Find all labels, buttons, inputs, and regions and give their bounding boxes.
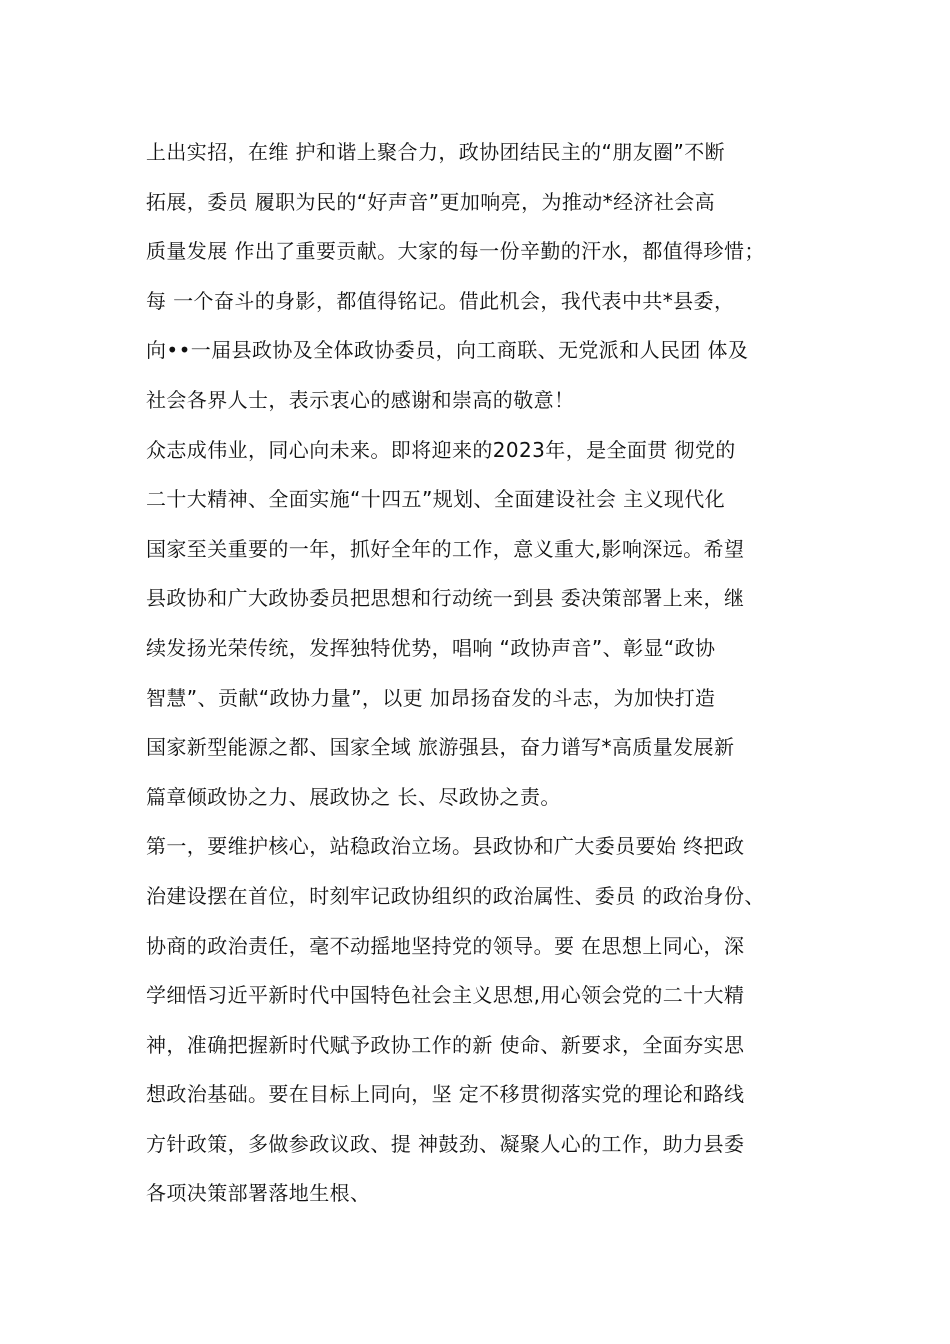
text-line: 国家新型能源之都、国家全域 旅游强县，奋力谱写*高质量发展新 [146,735,735,760]
text-line: 想政治基础。要在目标上同向，坚 定不移贯彻落实党的理论和路线 [146,1082,745,1107]
text-line: 智慧”、贡献“政协力量”，以更 加昂扬奋发的斗志，为加快打造 [146,685,716,710]
text-line: 上出实招，在维 护和谐上聚合力，政协团结民主的“朋友圈”不断 [146,140,726,164]
text-line: 拓展，委员 履职为民的“好声音”更加响亮，为推动*经济社会高 [146,189,716,214]
text-line: 神，准确把握新时代赋予政协工作的新 使命、新要求，全面夯实思 [146,1032,745,1057]
text-line: 学细悟习近平新时代中国特色社会主义思想,用心领会党的二十大精 [146,983,745,1008]
text-line: 协商的政治责任，毫不动摇地坚持党的领导。要 在思想上同心，深 [146,933,745,958]
text-line: 向••一届县政协及全体政协委员，向工商联、无党派和人民团 体及 [146,338,749,363]
text-line: 篇章倾政协之力、展政协之 长、尽政协之责。 [146,784,561,809]
text-line: 第一，要维护核心，站稳政治立场。县政协和广大委员要始 终把政 [146,834,745,859]
document-body [146,130,836,1221]
text-line: 社会各界人士，表示衷心的感谢和崇高的敬意！ [146,387,575,412]
text-line: 各项决策部署落地生根、 [146,1181,371,1206]
text-line: 方针政策，多做参政议政、提 神鼓劲、凝聚人心的工作，助力县委 [146,1131,745,1156]
text-line: 治建设摆在首位，时刻牢记政协组织的政治属性、委员 的政治身份、 [146,883,765,908]
text-line: 国家至关重要的一年，抓好全年的工作，意义重大,影响深远。希望 [146,536,745,561]
text-line: 每 一个奋斗的身影，都值得铭记。借此机会，我代表中共*县委， [146,288,735,313]
text-line: 质量发展 作出了重要贡献。大家的每一份辛勤的汗水，都值得珍惜； [146,239,765,264]
text-line: 二十大精神、全面实施“十四五”规划、全面建设社会 主义现代化 [146,487,726,512]
text-line: 县政协和广大政协委员把思想和行动统一到县 委决策部署上来，继 [146,586,745,611]
text-line: 续发扬光荣传统，发挥独特优势，唱响 “政协声音”、彰显“政协 [146,635,716,660]
text-line: 众志成伟业，同心向未来。即将迎来的2023年，是全面贯 彻党的 [146,437,736,462]
